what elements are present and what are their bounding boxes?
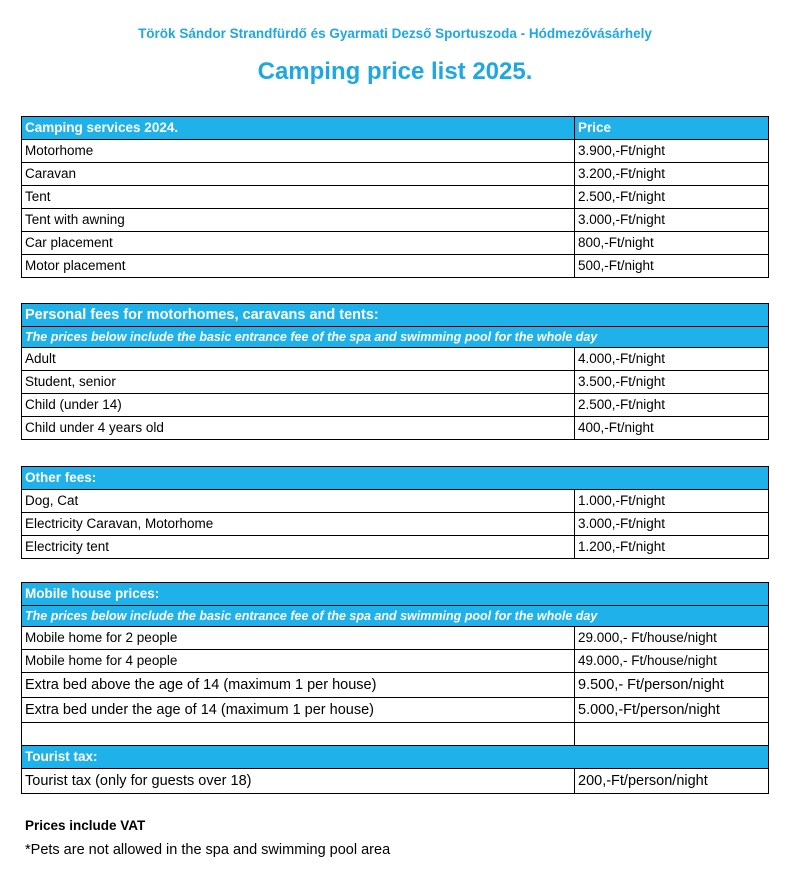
service-label: Tent with awning: [22, 209, 575, 232]
table-row: [22, 673, 769, 698]
service-label: Tent: [22, 186, 575, 209]
mobile-home-label: Mobile home for 2 people: [22, 627, 575, 650]
section-note: The prices below include the basic entrance fee of the spa and swimming pool for the whole day: [22, 327, 769, 348]
mobile-house-table: [21, 582, 769, 794]
fee-label: Dog, Cat: [22, 490, 575, 513]
fee-price: 4.000,-Ft/night: [575, 348, 769, 371]
fee-price: 1.000,-Ft/night: [575, 490, 769, 513]
fee-label: Child (under 14): [22, 394, 575, 417]
table-row: [22, 513, 769, 536]
table-row: [22, 698, 769, 723]
section-note-row: [22, 606, 769, 627]
table-header-row: [22, 467, 769, 490]
mobile-home-price: 29.000,- Ft/house/night: [575, 627, 769, 650]
table-row: [22, 186, 769, 209]
fee-label: Electricity tent: [22, 536, 575, 559]
fee-label: Electricity Caravan, Motorhome: [22, 513, 575, 536]
table-row: [22, 417, 769, 440]
service-price: 3.000,-Ft/night: [575, 209, 769, 232]
price-column-heading: Price: [575, 117, 769, 140]
other-fees-table: [21, 466, 769, 559]
service-label: Caravan: [22, 163, 575, 186]
table-row: [22, 255, 769, 278]
mobile-home-price: 49.000,- Ft/house/night: [575, 650, 769, 673]
table-row: [22, 348, 769, 371]
table-row: [22, 490, 769, 513]
empty-row: [22, 723, 769, 746]
page-title: Camping price list 2025.: [257, 58, 533, 85]
table-header-row: [22, 304, 769, 327]
table-row: [22, 232, 769, 255]
personal-fees-table: [21, 303, 769, 440]
tax-price: 200,-Ft/person/night: [575, 769, 769, 794]
service-price: 3.200,-Ft/night: [575, 163, 769, 186]
pets-note: *Pets are not allowed in the spa and swimming pool area: [25, 842, 391, 858]
fee-price: 2.500,-Ft/night: [575, 394, 769, 417]
section-heading: Other fees:: [22, 467, 769, 490]
mobile-home-label: Extra bed under the age of 14 (maximum 1 per house): [22, 698, 575, 723]
fee-price: 400,-Ft/night: [575, 417, 769, 440]
table-row: [22, 209, 769, 232]
service-label: Car placement: [22, 232, 575, 255]
mobile-home-price: 5.000,-Ft/person/night: [575, 698, 769, 723]
mobile-home-label: Mobile home for 4 people: [22, 650, 575, 673]
fee-label: Student, senior: [22, 371, 575, 394]
mobile-home-price: 9.500,- Ft/person/night: [575, 673, 769, 698]
fee-price: 3.500,-Ft/night: [575, 371, 769, 394]
tax-label: Tourist tax (only for guests over 18): [22, 769, 575, 794]
section-note: The prices below include the basic entrance fee of the spa and swimming pool for the whole day: [22, 606, 769, 627]
table-header-row: [22, 117, 769, 140]
table-row: [22, 627, 769, 650]
table-row: [22, 371, 769, 394]
service-price: 500,-Ft/night: [575, 255, 769, 278]
service-label: Motorhome: [22, 140, 575, 163]
table-header-row: [22, 583, 769, 606]
fee-label: Adult: [22, 348, 575, 371]
section-heading: Tourist tax:: [22, 746, 769, 769]
fee-price: 1.200,-Ft/night: [575, 536, 769, 559]
service-price: 800,-Ft/night: [575, 232, 769, 255]
camping-services-table: [21, 116, 769, 278]
table-row: [22, 394, 769, 417]
empty-cell: [575, 723, 769, 746]
section-heading: Camping services 2024.: [22, 117, 575, 140]
fee-price: 3.000,-Ft/night: [575, 513, 769, 536]
table-header-row: [22, 746, 769, 769]
table-row: [22, 140, 769, 163]
service-price: 3.900,-Ft/night: [575, 140, 769, 163]
table-row: [22, 536, 769, 559]
fee-label: Child under 4 years old: [22, 417, 575, 440]
service-label: Motor placement: [22, 255, 575, 278]
table-row: [22, 163, 769, 186]
service-price: 2.500,-Ft/night: [575, 186, 769, 209]
table-row: [22, 650, 769, 673]
vat-note: Prices include VAT: [25, 818, 146, 833]
mobile-home-label: Extra bed above the age of 14 (maximum 1 per house): [22, 673, 575, 698]
empty-cell: [22, 723, 575, 746]
section-heading: Personal fees for motorhomes, caravans and tents:: [22, 304, 769, 327]
section-note-row: [22, 327, 769, 348]
section-heading: Mobile house prices:: [22, 583, 769, 606]
organization-name: Török Sándor Strandfürdő és Gyarmati Dezső Sportuszoda - Hódmezővásárhely: [138, 26, 652, 41]
table-row: [22, 769, 769, 794]
